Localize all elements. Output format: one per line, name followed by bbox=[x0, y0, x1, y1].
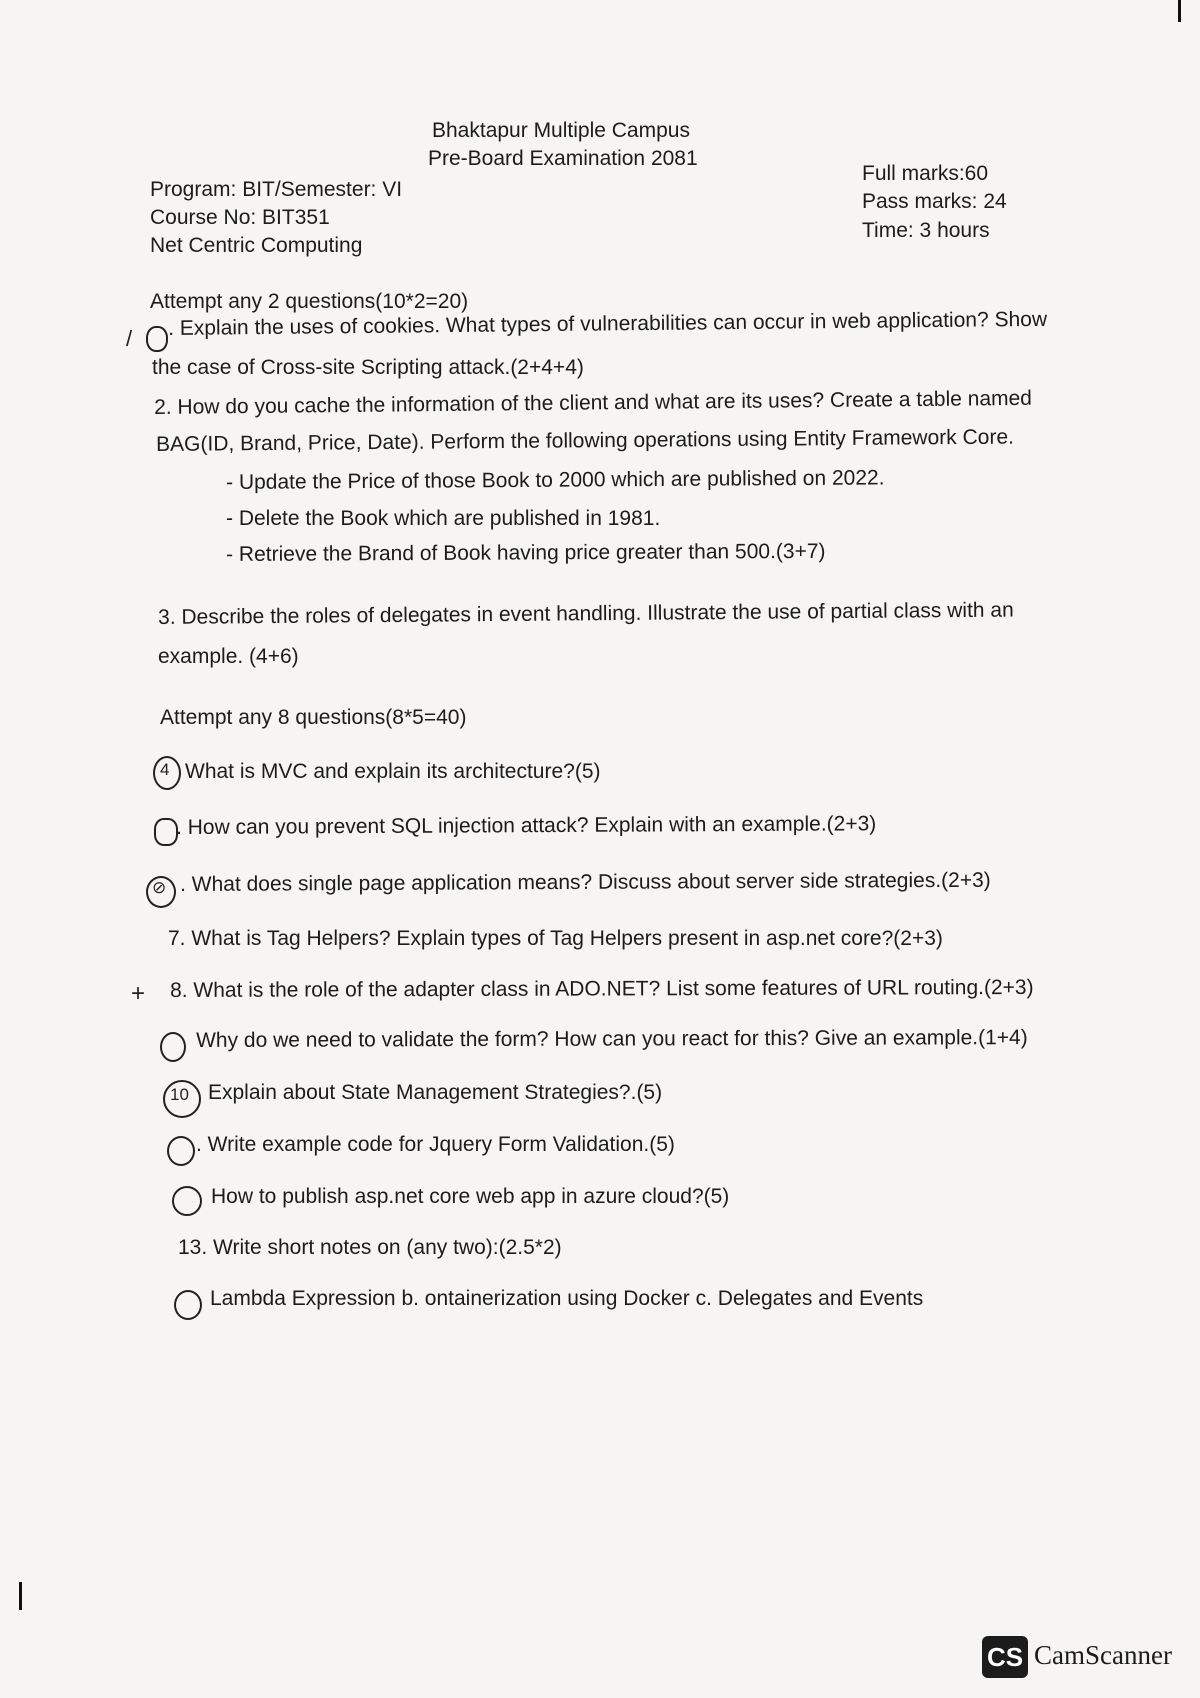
camscanner-name: CamScanner bbox=[1034, 1640, 1172, 1670]
handwritten-tick-mark: / bbox=[126, 326, 133, 351]
exam-time: Time: 3 hours bbox=[862, 219, 990, 242]
section-a-instruction: Attempt any 2 questions(10*2=20) bbox=[150, 290, 469, 313]
handwritten-circle-q9 bbox=[160, 1032, 186, 1062]
question-1-line-1: . Explain the uses of cookies. What types of vulnerabilities can occur in web application? Show bbox=[168, 307, 1048, 340]
question-4: What is MVC and explain its architecture?(5) bbox=[185, 760, 601, 783]
campus-name: Bhaktapur Multiple Campus bbox=[432, 119, 690, 142]
question-9: Why do we need to validate the form? How can you react for this? Give an example.(1+4) bbox=[196, 1026, 1028, 1052]
question-8: 8. What is the role of the adapter class in ADO.NET? List some features of URL routing.(2+3) bbox=[170, 975, 1034, 1002]
handwritten-circle-q5 bbox=[154, 818, 178, 846]
question-2-line-2: BAG(ID, Brand, Price, Date). Perform the following operations using Entity Framework Core. bbox=[156, 425, 1015, 456]
question-3-line-1: 3. Describe the roles of delegates in event handling. Illustrate the use of partial class with an bbox=[158, 598, 1014, 629]
exam-title: Pre-Board Examination 2081 bbox=[428, 147, 698, 170]
question-13: 13. Write short notes on (any two):(2.5*2) bbox=[178, 1236, 562, 1259]
scan-edge-mark-left bbox=[19, 1582, 22, 1610]
question-7: 7. What is Tag Helpers? Explain types of Tag Helpers present in asp.net core?(2+3) bbox=[168, 927, 943, 950]
question-6: . What does single page application means? Discuss about server side strategies.(2+3) bbox=[180, 868, 991, 896]
handwritten-number-10: 10 bbox=[170, 1085, 189, 1104]
question-2-line-1: 2. How do you cache the information of the client and what are its uses? Create a table named bbox=[154, 386, 1033, 419]
handwritten-circle-q11 bbox=[167, 1136, 195, 1166]
full-marks: Full marks:60 bbox=[862, 162, 989, 185]
handwritten-circle-q13a bbox=[174, 1290, 202, 1320]
pass-marks: Pass marks: 24 bbox=[862, 190, 1007, 213]
handwritten-circle-q12 bbox=[172, 1186, 202, 1216]
scan-edge-mark-top-right bbox=[1178, 0, 1181, 22]
handwritten-number-4: 4 bbox=[160, 760, 170, 779]
handwritten-circle-q1 bbox=[146, 326, 168, 352]
question-11: . Write example code for Jquery Form Validation.(5) bbox=[196, 1133, 675, 1156]
handwritten-scribble-q6: ⊘ bbox=[152, 878, 167, 897]
course-name: Net Centric Computing bbox=[150, 234, 363, 257]
handwritten-plus-mark: + bbox=[131, 980, 146, 1007]
course-number: Course No: BIT351 bbox=[150, 206, 330, 229]
question-1-line-2: the case of Cross-site Scripting attack.(2+4+4) bbox=[152, 356, 584, 379]
program-line: Program: BIT/Semester: VI bbox=[150, 178, 403, 201]
question-3-line-2: example. (4+6) bbox=[158, 645, 299, 668]
question-5: . How can you prevent SQL injection attack? Explain with an example.(2+3) bbox=[176, 812, 877, 839]
question-2-subitem-2: - Delete the Book which are published in 1981. bbox=[226, 507, 661, 530]
question-2-subitem-1: - Update the Price of those Book to 2000 which are published on 2022. bbox=[226, 466, 885, 494]
question-12: How to publish asp.net core web app in azure cloud?(5) bbox=[211, 1185, 730, 1208]
question-2-subitem-3: - Retrieve the Brand of Book having price greater than 500.(3+7) bbox=[226, 539, 826, 566]
question-13-options: Lambda Expression b. ontainerization using Docker c. Delegates and Events bbox=[210, 1287, 924, 1310]
question-10: Explain about State Management Strategies?.(5) bbox=[208, 1081, 663, 1104]
camscanner-logo: CS bbox=[982, 1636, 1028, 1678]
section-b-instruction: Attempt any 8 questions(8*5=40) bbox=[160, 706, 467, 729]
